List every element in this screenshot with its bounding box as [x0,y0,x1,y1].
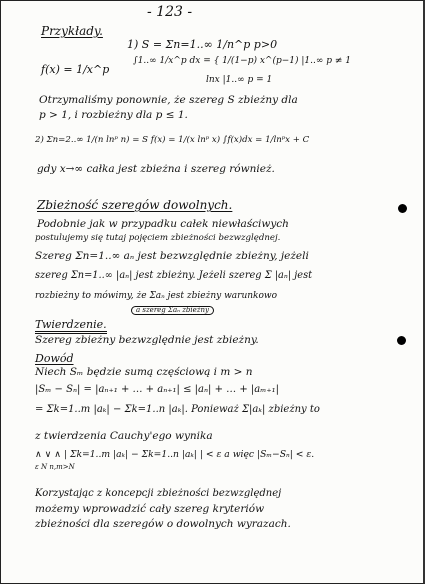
section-title: Zbieżność szeregów dowolnych. [37,198,233,212]
theorem-heading: Twierdzenie. [35,319,107,334]
proof-line-5: ∧ ∨ ∧ | Σk=1..m |aₖ| − Σk=1..n |aₖ| | < ε a więc |Sₘ−Sₙ| < ε. [35,449,315,460]
definition-line-1: Podobnie jak w przypadku całek niewłaściwych [37,218,289,230]
rozbiezny-word: rozbieżny [35,291,80,301]
page-number: - 123 - [147,4,193,20]
definition-line-4: szereg Σn=1..∞ |aₙ| jest zbieżny. Jeżeli szereg Σ |aₙ| jest [35,270,313,281]
proof-line-5-subscripts: ε N n,m>N [35,463,75,471]
definition-line-5 [35,292,277,301]
closing-line-1: Korzystając z koncepcji zbieżności bezwzględnej [35,488,282,499]
example-2-conclusion: gdy x→∞ całka jest zbieżna i szereg również. [37,163,275,175]
bullet-dot-1 [398,204,407,213]
bullet-dot-2 [397,336,406,345]
example-1-function: f(x) = 1/x^p [41,63,110,76]
closing-line-3: zbieżności dla szeregów o dowolnych wyrazach. [35,518,291,530]
closing-line-2: możemy wprowadzić cały szereg kryteriów [35,503,265,515]
proof-line-4: z twierdzenia Cauchy'ego wynika [35,430,213,442]
proof-heading: Dowód [35,352,74,365]
example-1-integral: ∫1..∞ 1/x^p dx = { 1/(1−p) x^(p−1) |1..∞ p ≠ 1 [133,56,351,66]
definition-line-3: Szereg Σn=1..∞ aₙ jest bezwzględnie zbieżny, jeżeli [35,250,309,262]
example-1-sum: 1) S = Σn=1..∞ 1/n^p p>0 [127,38,278,51]
example-1-conclusion-1: Otrzymaliśmy ponownie, że szereg S zbieżny dla [39,94,298,106]
conditional-convergence: to mówimy, że Σaₙ jest zbieżny warunkowo [81,291,278,301]
boxed-note: a szereg Σaₙ zbieżny [131,306,214,315]
example-1-integral-case2: lnx |1..∞ p = 1 [206,75,273,85]
proof-line-2: |Sₘ − Sₙ| = |aₙ₊₁ + … + aₙ₊₁| ≤ |aₙ| + … + |aₘ₊₁| [35,384,279,395]
heading-przyklady: Przykłady. [41,24,103,38]
example-2: 2) Σn=2..∞ 1/(n lnᵖ n) = S f(x) = 1/(x lnᵖ x) ∫f(x)dx = 1/lnᵖx + C [35,135,310,145]
definition-line-2: postulujemy się tutaj pojęciem zbieżności bezwzględnej. [35,233,281,243]
example-1-conclusion-2: p > 1, i rozbieżny dla p ≤ 1. [39,109,188,121]
proof-line-1: Niech Sₘ będzie sumą częściową i m > n [35,366,253,378]
proof-line-3: = Σk=1..m |aₖ| − Σk=1..n |aₖ|. Ponieważ Σ|aₖ| zbieżny to [35,404,320,415]
theorem-statement: Szereg zbieżny bezwzględnie jest zbieżny. [35,334,259,346]
